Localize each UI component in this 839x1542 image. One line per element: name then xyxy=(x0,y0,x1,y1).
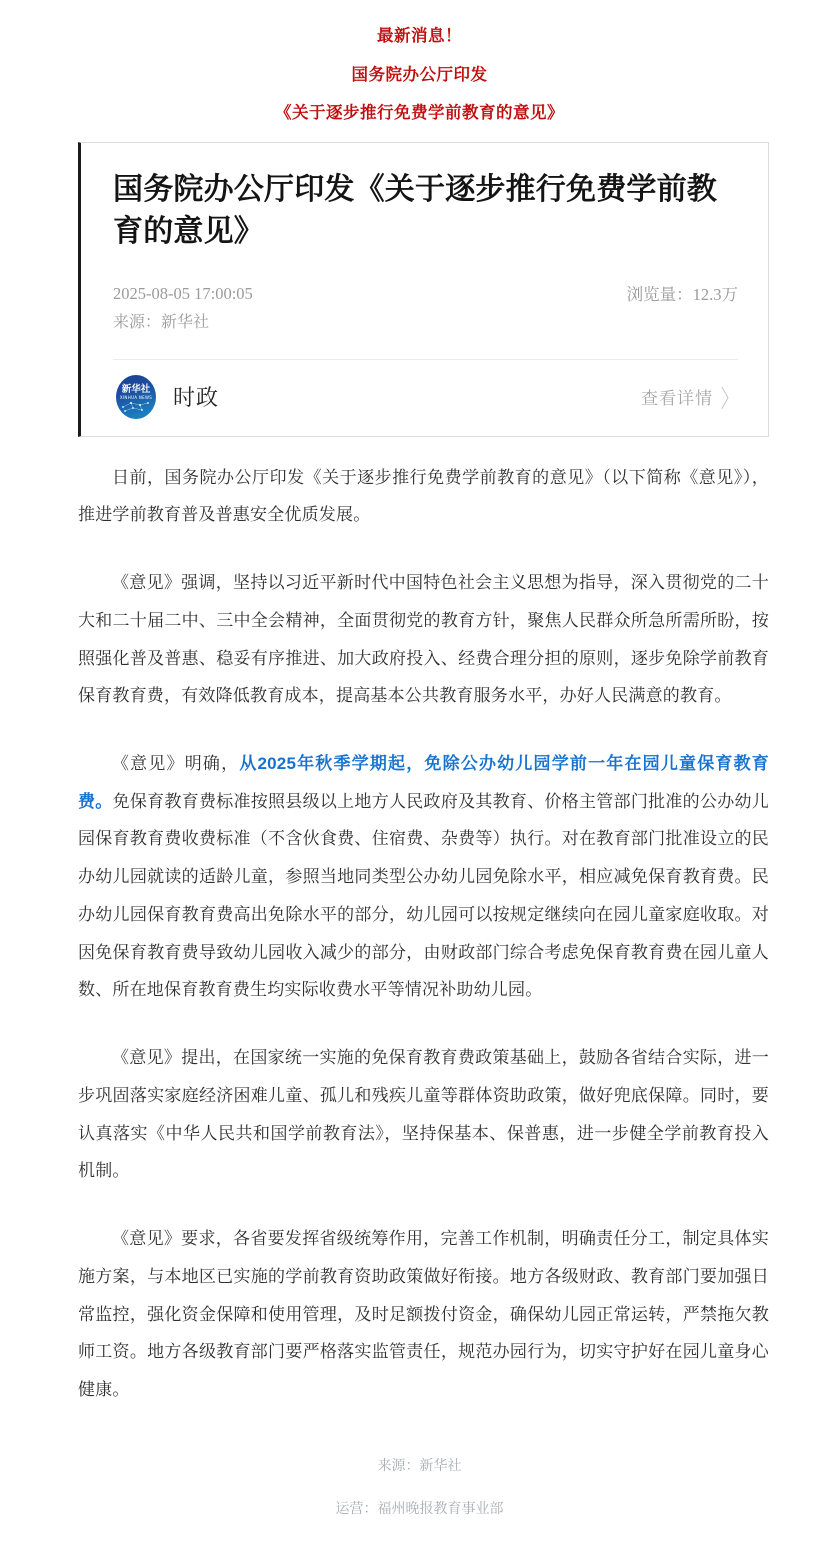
xinhua-logo-icon xyxy=(113,374,159,420)
card-meta-row xyxy=(113,280,738,337)
news-card[interactable] xyxy=(78,142,769,437)
announcement-banner xyxy=(0,0,839,126)
svg-text:XINHUA NEWS: XINHUA NEWS xyxy=(119,394,153,400)
card-footer-row xyxy=(113,359,738,436)
paragraph-3-lead: 《意见》明确， xyxy=(112,753,240,773)
article-paragraph-1: 日前，国务院办公厅印发《关于逐步推行免费学前教育的意见》（以下简称《意见》），推进学前教育普及普惠安全优质发展。 xyxy=(78,467,769,525)
paragraph-3-rest: 免保育教育费标准按照县级以上地方人民政府及其教育、价格主管部门批准的公办幼儿园保育教育费收费标准（不含伙食费、住宿费、杂费等）执行。对在教育部门批准设立的民办幼儿园就读的适龄儿童，参照当地同类型公办幼儿园免除水平，相应减免保育教育费。民办幼儿园保育教育费高出免除水平的部分，幼儿园可以按规定继续向在园儿童家庭收取。对因免保育教育费导致幼儿园收入减少的部分，由财政部门综合考虑免保育教育费在园儿童人数、所在地保育教育费生均实际收费水平等情况补助幼儿园。 xyxy=(78,791,769,1000)
article-paragraph-2: 《意见》强调，坚持以习近平新时代中国特色社会主义思想为指导，深入贯彻党的二十大和二十届二中、三中全会精神，全面贯彻党的教育方针，聚焦人民群众所急所需所盼，按照强化普及普惠、稳妥有序推进、加大政府投入、经费合理分担的原则，逐步免除学前教育保育教育费，有效降低教育成本，提高基本公共教育服务水平，办好人民满意的教育。 xyxy=(78,573,769,706)
article-paragraph-3 xyxy=(78,745,769,1009)
category-label: 时政 xyxy=(173,385,220,411)
publisher-brand[interactable] xyxy=(113,374,219,420)
publish-datetime: 2025-08-05 17:00:05 xyxy=(113,283,253,303)
page-footer xyxy=(0,1439,839,1542)
article-paragraph-4: 《意见》提出，在国家统一实施的免保育教育费政策基础上，鼓励各省结合实际，进一步巩固落实家庭经济困难儿童、孤儿和残疾儿童等群体资助政策，做好兜底保障。同时，要认真落实《中华人民共和国学前教育法》，坚持保基本、保普惠，进一步健全学前教育投入机制。 xyxy=(78,1048,769,1181)
card-source: 来源：新华社 xyxy=(113,313,210,331)
footer-source: 来源：新华社 xyxy=(377,1456,462,1473)
card-meta-left xyxy=(113,280,253,337)
footer-operator: 运营：福州晚报教育事业部 xyxy=(335,1499,504,1516)
view-count xyxy=(627,280,738,305)
page-title: 国务院办公厅印发《关于逐步推行免费学前教育的意见》 xyxy=(113,171,717,250)
view-detail-label: 查看详情 xyxy=(640,389,713,409)
view-count-label: 浏览量： xyxy=(626,285,693,304)
announcement-line-1: 最新消息！ xyxy=(377,27,462,45)
paragraph-3-highlight: 从2025年秋季学期起，免除公办幼儿园学前一年在园儿童保育教育费。 xyxy=(78,753,769,811)
svg-text:新华社: 新华社 xyxy=(121,383,151,395)
announcement-line-3: 《关于逐步推行免费学前教育的意见》 xyxy=(275,104,564,122)
article-paragraph-5: 《意见》要求，各省要发挥省级统筹作用，完善工作机制，明确责任分工，制定具体实施方案，与本地区已实施的学前教育资助政策做好衔接。地方各级财政、教育部门要加强日常监控，强化资金保障和使用管理，及时足额拨付资金，确保幼儿园正常运转，严禁拖欠教师工资。地方各级教育部门要严格落实监管责任，规范办园行为，切实守护好在园儿童身心健康。 xyxy=(78,1229,769,1399)
chevron-right-icon: 〉 xyxy=(720,386,738,413)
announcement-line-2: 国务院办公厅印发 xyxy=(351,65,488,84)
news-card-container xyxy=(0,126,839,437)
article-body xyxy=(0,437,839,1409)
view-count-value: 12.3万 xyxy=(692,284,738,304)
view-detail-link[interactable] xyxy=(640,384,738,413)
